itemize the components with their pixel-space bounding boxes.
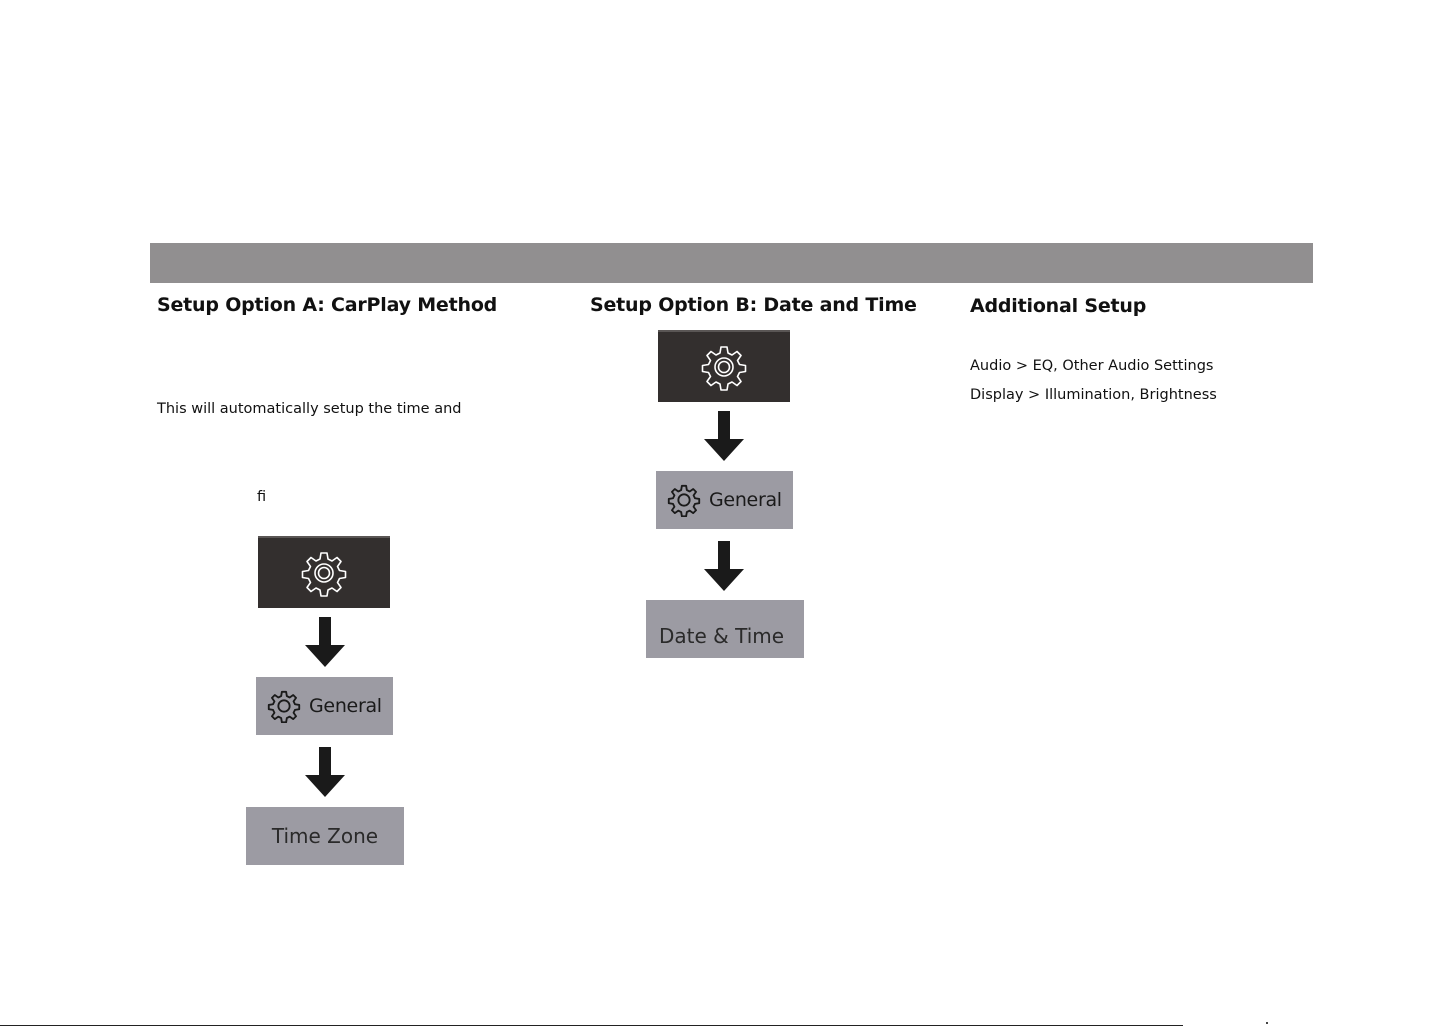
arrow-down-icon (703, 411, 745, 461)
footer-mark (1266, 1022, 1268, 1024)
gear-outline-icon (667, 483, 701, 517)
footer-rule (0, 1025, 1183, 1026)
gear-icon (300, 549, 348, 597)
general-label-a: General (309, 695, 382, 717)
option-a-fragment: fi (257, 489, 267, 505)
arrow-down-icon (304, 747, 346, 797)
gear-outline-icon (267, 689, 301, 723)
arrow-down-icon (304, 617, 346, 667)
general-label-b: General (709, 489, 782, 511)
settings-button-a[interactable] (258, 536, 390, 608)
general-button-a[interactable] (256, 677, 393, 735)
date-time-button[interactable]: Date & Time (646, 600, 804, 658)
arrow-down-icon (703, 541, 745, 591)
general-button-b[interactable] (656, 471, 793, 529)
option-a-text: This will automatically setup the time and (157, 401, 462, 417)
time-zone-button[interactable]: Time Zone (246, 807, 404, 865)
section-header-bar (150, 243, 1313, 283)
additional-line-audio: Audio > EQ, Other Audio Settings (970, 358, 1214, 374)
additional-setup-title: Additional Setup (970, 295, 1147, 317)
option-b-title: Setup Option B: Date and Time (590, 294, 917, 316)
settings-button-b[interactable] (658, 330, 790, 402)
option-a-title: Setup Option A: CarPlay Method (157, 294, 498, 316)
gear-icon (700, 343, 748, 391)
additional-line-display: Display > Illumination, Brightness (970, 387, 1217, 403)
